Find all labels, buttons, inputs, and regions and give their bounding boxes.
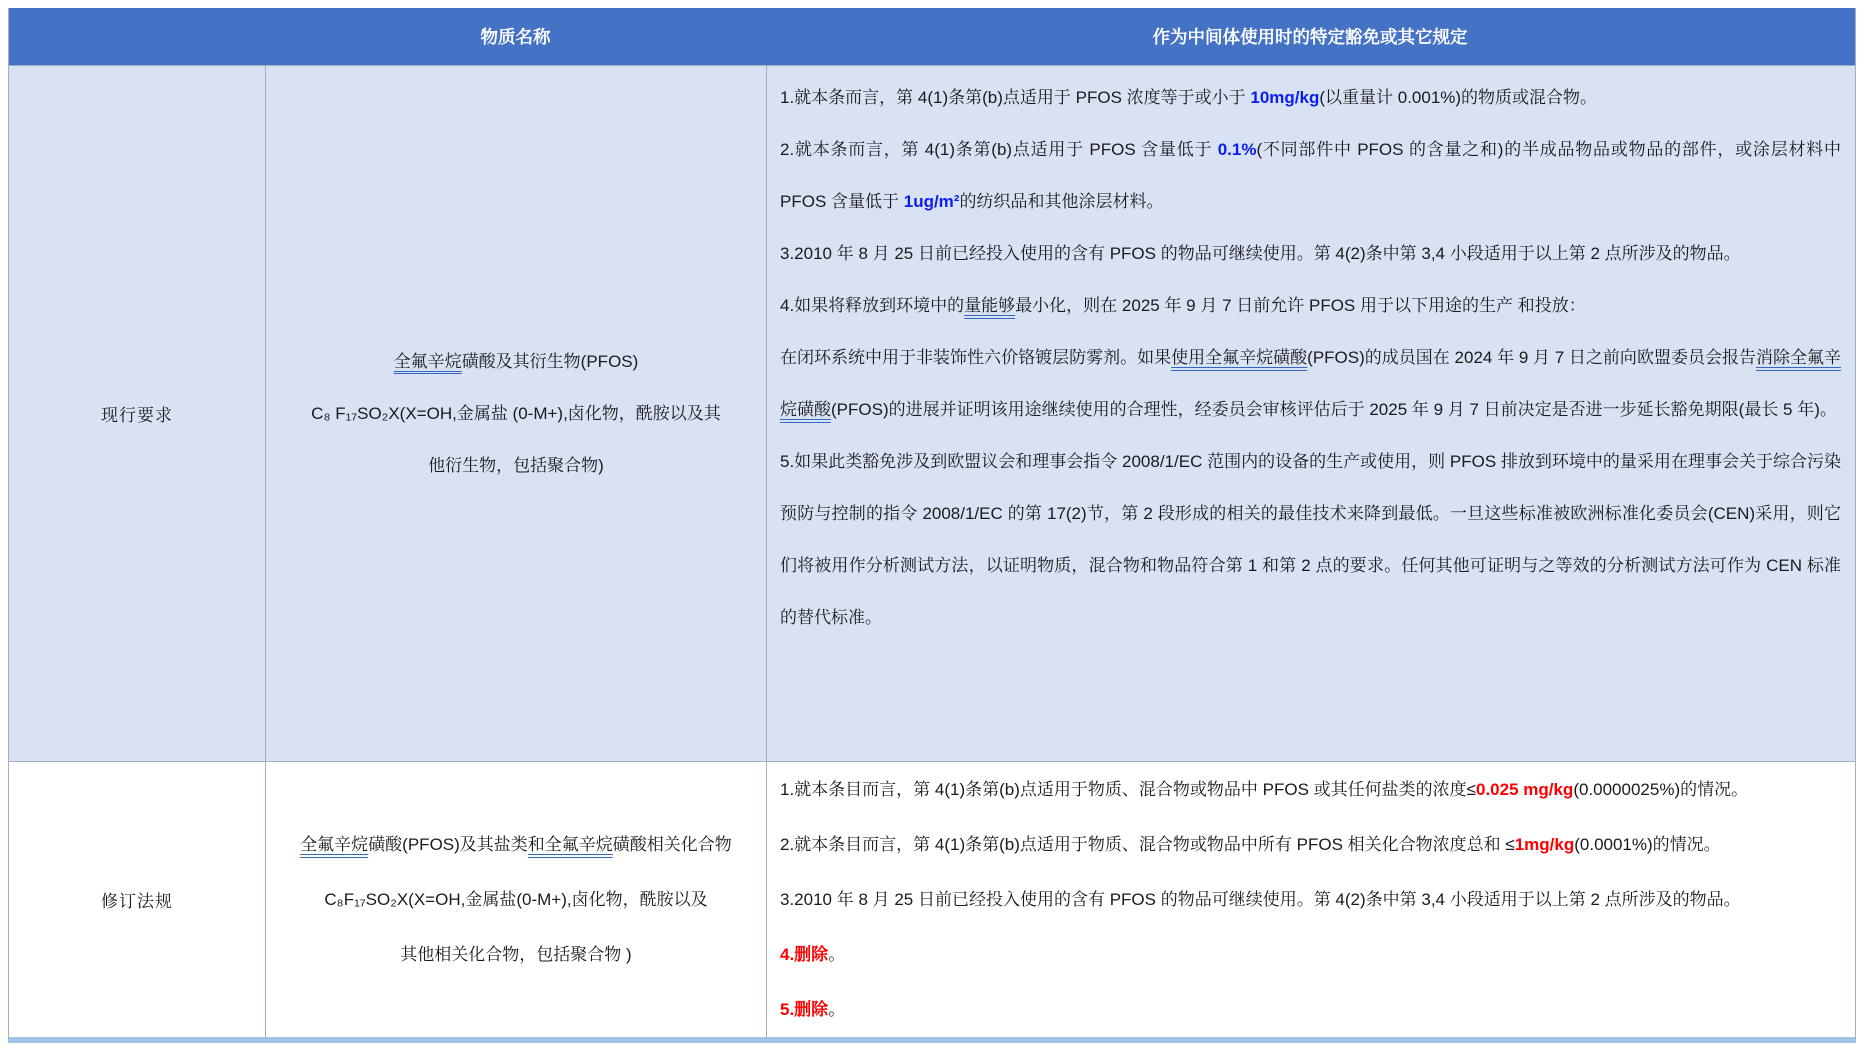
text-segment: 在闭环系统中用于非装饰性六价铬镀层防雾剂。如果 xyxy=(780,348,1172,367)
highlighted-text: 全氟辛烷 xyxy=(300,835,369,854)
exemption-provisions-revised xyxy=(766,762,1854,1037)
substance-line xyxy=(300,817,732,872)
text-segment: 1.就本条而言，第 4(1)条第(b)点适用于 PFOS 浓度等于或小于 xyxy=(780,88,1251,107)
text-segment: 2.就本条目而言，第 4(1)条第(b)点适用于物质、混合物或物品中所有 PFOS 相关化合物浓度总和 ≤ xyxy=(780,835,1515,854)
provision-paragraph xyxy=(780,762,1841,817)
table-header-row xyxy=(9,8,1855,65)
highlighted-text: 10mg/kg xyxy=(1250,88,1320,107)
text-segment: C₈F₁₇SO₂X(X=OH,金属盐(0-M+),卤化物，酰胺以及 xyxy=(324,890,708,909)
text-segment: (0.0001%)的情况。 xyxy=(1574,835,1721,854)
text-segment: 3.2010 年 8 月 25 日前已经投入使用的含有 PFOS 的物品可继续使用。第 4(2)条中第 3,4 小段适用于以上第 2 点所涉及的物品。 xyxy=(780,244,1741,263)
exemption-provisions-current xyxy=(766,66,1854,761)
text-segment: C₈ F₁₇SO₂X(X=OH,金属盐 (0-M+),卤化物，酰胺以及其 xyxy=(311,403,721,423)
substance-description-current xyxy=(265,66,766,761)
text-segment: 最小化，则在 2025 年 9 月 7 日前允许 PFOS 用于以下用途的生产 和投放： xyxy=(1015,296,1586,315)
provision-paragraph xyxy=(780,436,1841,644)
highlighted-text: 0.025 mg/kg xyxy=(1475,780,1574,799)
substance-line xyxy=(311,388,721,440)
highlighted-text: 4.删除 xyxy=(780,945,829,964)
highlighted-text: 1mg/kg xyxy=(1514,835,1575,854)
pfos-regulation-table xyxy=(8,8,1856,1043)
highlighted-text: 量能够 xyxy=(964,296,1016,315)
text-segment: 5.如果此类豁免涉及到欧盟议会和理事会指令 2008/1/EC 范围内的设备的生产或使用，则 PFOS 排放到环境中的量采用在理事会关于综合污染预防与控制的指令 2008/1/EC 的第 17(2)节，第 2 段形成的相关的最佳技术来降到最低。一旦这些标准被欧洲标准化委员会(CEN)采用，则它们将被用作分析测试方法，以证明物质，混合物和物品符合第 1 和第 2 点的要求。任何其他可证明与之等效的分析测试方法可作为 CEN 标准的替代标准。 xyxy=(780,452,1841,627)
provision-paragraph xyxy=(780,228,1841,280)
header-empty-cell xyxy=(9,8,265,65)
text-segment: 。 xyxy=(828,1000,846,1019)
substance-line xyxy=(394,336,639,388)
text-segment: (PFOS)的进展并证明该用途继续使用的合理性，经委员会审核评估后于 2025 年 9 月 7 日前决定是否进一步延长豁免期限(最长 5 年)。 xyxy=(831,400,1837,419)
substance-line xyxy=(428,440,604,492)
highlighted-text: 1ug/m² xyxy=(903,192,960,211)
row-revised-regulation xyxy=(9,761,1855,1037)
text-segment: 2.就本条而言，第 4(1)条第(b)点适用于 PFOS 含量低于 xyxy=(780,140,1218,159)
substance-description-revised xyxy=(265,762,766,1037)
text-segment: 他衍生物，包括聚合物) xyxy=(428,455,604,475)
text-segment: 的纺织品和其他涂层材料。 xyxy=(959,192,1164,211)
text-segment: 。 xyxy=(828,945,846,964)
highlighted-text: 全氟辛烷 xyxy=(393,351,462,371)
text-segment: 1.就本条目而言，第 4(1)条第(b)点适用于物质、混合物或物品中 PFOS 或其任何盐类的浓度≤ xyxy=(780,780,1476,799)
text-segment: 磺酸(PFOS)及其盐类 xyxy=(368,835,528,854)
provision-paragraph xyxy=(780,332,1841,436)
text-segment: (0.0000025%)的情况。 xyxy=(1573,780,1749,799)
row-label-revised: 修订法规 xyxy=(101,892,173,911)
highlighted-text: 0.1% xyxy=(1217,140,1257,159)
provision-paragraph xyxy=(780,72,1841,124)
header-exemption-provisions: 作为中间体使用时的特定豁免或其它规定 xyxy=(1152,27,1468,47)
provision-paragraph xyxy=(780,280,1841,332)
provision-paragraph xyxy=(780,927,1841,982)
text-segment: 磺酸及其衍生物(PFOS) xyxy=(461,351,639,371)
provision-paragraph xyxy=(780,817,1841,872)
text-segment: (PFOS)的成员国在 2024 年 9 月 7 日之前向欧盟委员会报告 xyxy=(1307,348,1756,367)
highlighted-text: 5.删除 xyxy=(780,1000,829,1019)
row-label-current: 现行要求 xyxy=(101,406,173,425)
highlighted-text: 使用全氟辛烷磺酸 xyxy=(1171,348,1308,367)
text-segment: 其他相关化合物，包括聚合物 ) xyxy=(400,945,632,964)
text-segment: 3.2010 年 8 月 25 日前已经投入使用的含有 PFOS 的物品可继续使用。第 4(2)条中第 3,4 小段适用于以上第 2 点所涉及的物品。 xyxy=(780,890,1741,909)
provision-paragraph xyxy=(780,872,1841,927)
text-segment: (不同部件中 PFOS 的含量之和)的半成品物品或物品的部件，或涂层材料中 PFOS 含量低于 xyxy=(780,140,1841,211)
text-segment: 4.如果将释放到环境中的 xyxy=(780,296,965,315)
header-substance-name: 物质名称 xyxy=(480,27,551,47)
provision-paragraph xyxy=(780,124,1841,228)
substance-line xyxy=(400,927,631,982)
substance-line xyxy=(324,872,707,927)
provision-paragraph xyxy=(780,982,1841,1037)
text-segment: (以重量计 0.001%)的物质或混合物。 xyxy=(1319,88,1598,107)
row-current-requirements xyxy=(9,65,1855,761)
document-page xyxy=(0,8,1867,1055)
text-segment: 磺酸相关化合物 xyxy=(612,835,732,854)
highlighted-text: 消除全氟辛烷磺酸 xyxy=(780,348,1842,419)
highlighted-text: 和全氟辛烷 xyxy=(527,835,613,854)
